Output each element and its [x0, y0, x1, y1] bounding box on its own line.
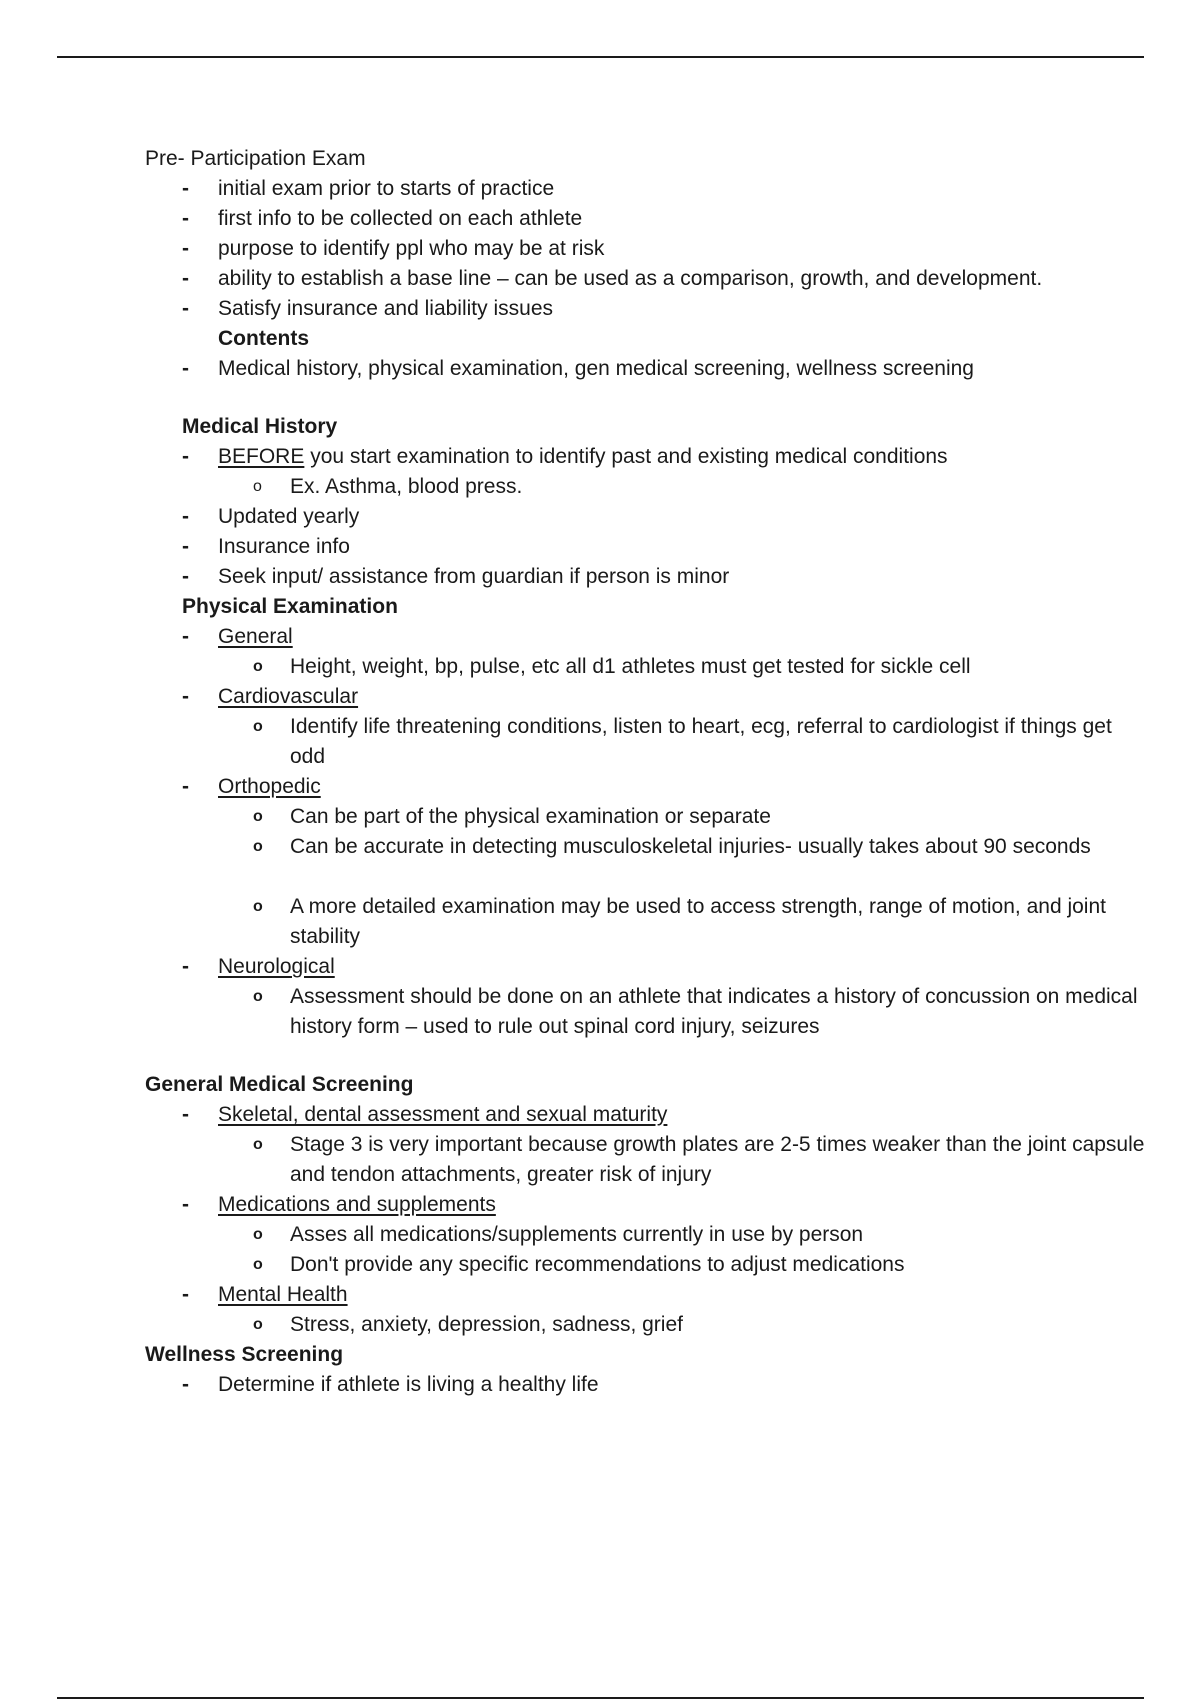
circle-bullet: o — [253, 1256, 263, 1273]
list-item: - Medications and supplements — [145, 1190, 1145, 1220]
dash-bullet: - — [182, 297, 189, 320]
header-rule — [57, 56, 1144, 58]
list-item: - Skeletal, dental assessment and sexual maturity — [145, 1100, 1145, 1130]
dash-bullet: - — [182, 505, 189, 528]
dash-bullet: - — [182, 207, 189, 230]
list-item: - Seek input/ assistance from guardian if person is minor — [145, 562, 1145, 592]
list-item: - Mental Health — [145, 1280, 1145, 1310]
dash-bullet: - — [182, 177, 189, 200]
physical-examination-heading: Physical Examination — [182, 595, 398, 618]
list-item: - Cardiovascular — [145, 682, 1145, 712]
list-item: - Insurance info — [145, 532, 1145, 562]
dash-bullet: - — [182, 565, 189, 588]
dash-bullet: - — [182, 535, 189, 558]
dash-bullet: - — [182, 1193, 189, 1216]
circle-bullet: o — [253, 1316, 263, 1333]
dash-bullet: - — [182, 1103, 189, 1126]
dash-bullet: - — [182, 775, 189, 798]
sub-list-item: o Height, weight, bp, pulse, etc all d1 athletes must get tested for sickle cell — [145, 652, 1145, 682]
sub-list-item: o Don't provide any specific recommendations to adjust medications — [145, 1250, 1145, 1280]
list-item: - ability to establish a base line – can be used as a comparison, growth, and development. — [145, 264, 1145, 294]
footer-rule — [57, 1697, 1144, 1699]
document-body — [145, 144, 1145, 1400]
list-item: - Determine if athlete is living a healthy life — [145, 1370, 1145, 1400]
circle-bullet: o — [253, 838, 263, 855]
dash-bullet: - — [182, 955, 189, 978]
circle-bullet: o — [253, 1136, 263, 1153]
general-medical-screening-heading: General Medical Screening — [145, 1073, 414, 1096]
sub-list-item: o Stage 3 is very important because growth plates are 2-5 times weaker than the joint capsule and tendon attachments, greater risk of injury — [145, 1130, 1145, 1190]
wellness-screening-heading: Wellness Screening — [145, 1343, 344, 1366]
dash-bullet: - — [182, 357, 189, 380]
sub-list-item: o Identify life threatening conditions, listen to heart, ecg, referral to cardiologist if things get odd — [145, 712, 1145, 772]
list-item: - purpose to identify ppl who may be at risk — [145, 234, 1145, 264]
dash-bullet: - — [182, 237, 189, 260]
sub-list-item: o Asses all medications/supplements currently in use by person — [145, 1220, 1145, 1250]
circle-bullet: o — [253, 718, 263, 735]
dash-bullet: - — [182, 625, 189, 648]
list-item: - initial exam prior to starts of practice — [145, 174, 1145, 204]
list-item: - Satisfy insurance and liability issues — [145, 294, 1145, 324]
list-item: - Orthopedic — [145, 772, 1145, 802]
list-item: - Updated yearly — [145, 502, 1145, 532]
dash-bullet: - — [182, 445, 189, 468]
dash-bullet: - — [182, 685, 189, 708]
emphasis-before: BEFORE — [218, 445, 305, 468]
sub-list-item: o A more detailed examination may be used to access strength, range of motion, and joint stability — [145, 892, 1145, 952]
dash-bullet: - — [182, 1283, 189, 1306]
list-item: - General — [145, 622, 1145, 652]
circle-bullet: o — [253, 478, 262, 495]
list-item: - BEFORE you start examination to identify past and existing medical conditions — [145, 442, 1145, 472]
list-item: - Medical history, physical examination, gen medical screening, wellness screening — [145, 354, 1145, 384]
list-item: - first info to be collected on each athlete — [145, 204, 1145, 234]
medical-history-heading: Medical History — [182, 415, 338, 438]
circle-bullet: o — [253, 658, 263, 675]
circle-bullet: o — [253, 988, 263, 1005]
document-title: Pre- Participation Exam — [145, 147, 366, 170]
contents-heading: Contents — [218, 327, 309, 350]
circle-bullet: o — [253, 808, 263, 825]
sub-list-item: o Can be accurate in detecting musculoskeletal injuries- usually takes about 90 seconds — [145, 832, 1145, 892]
list-item: - Neurological — [145, 952, 1145, 982]
sub-list-item: o Assessment should be done on an athlete that indicates a history of concussion on medical history form – used to rule out spinal cord injury, seizures — [145, 982, 1145, 1042]
sub-list-item: o Can be part of the physical examination or separate — [145, 802, 1145, 832]
sub-list-item: o Ex. Asthma, blood press. — [145, 472, 1145, 502]
dash-bullet: - — [182, 1373, 189, 1396]
dash-bullet: - — [182, 267, 189, 290]
sub-list-item: o Stress, anxiety, depression, sadness, grief — [145, 1310, 1145, 1340]
circle-bullet: o — [253, 1226, 263, 1243]
circle-bullet: o — [253, 898, 263, 915]
